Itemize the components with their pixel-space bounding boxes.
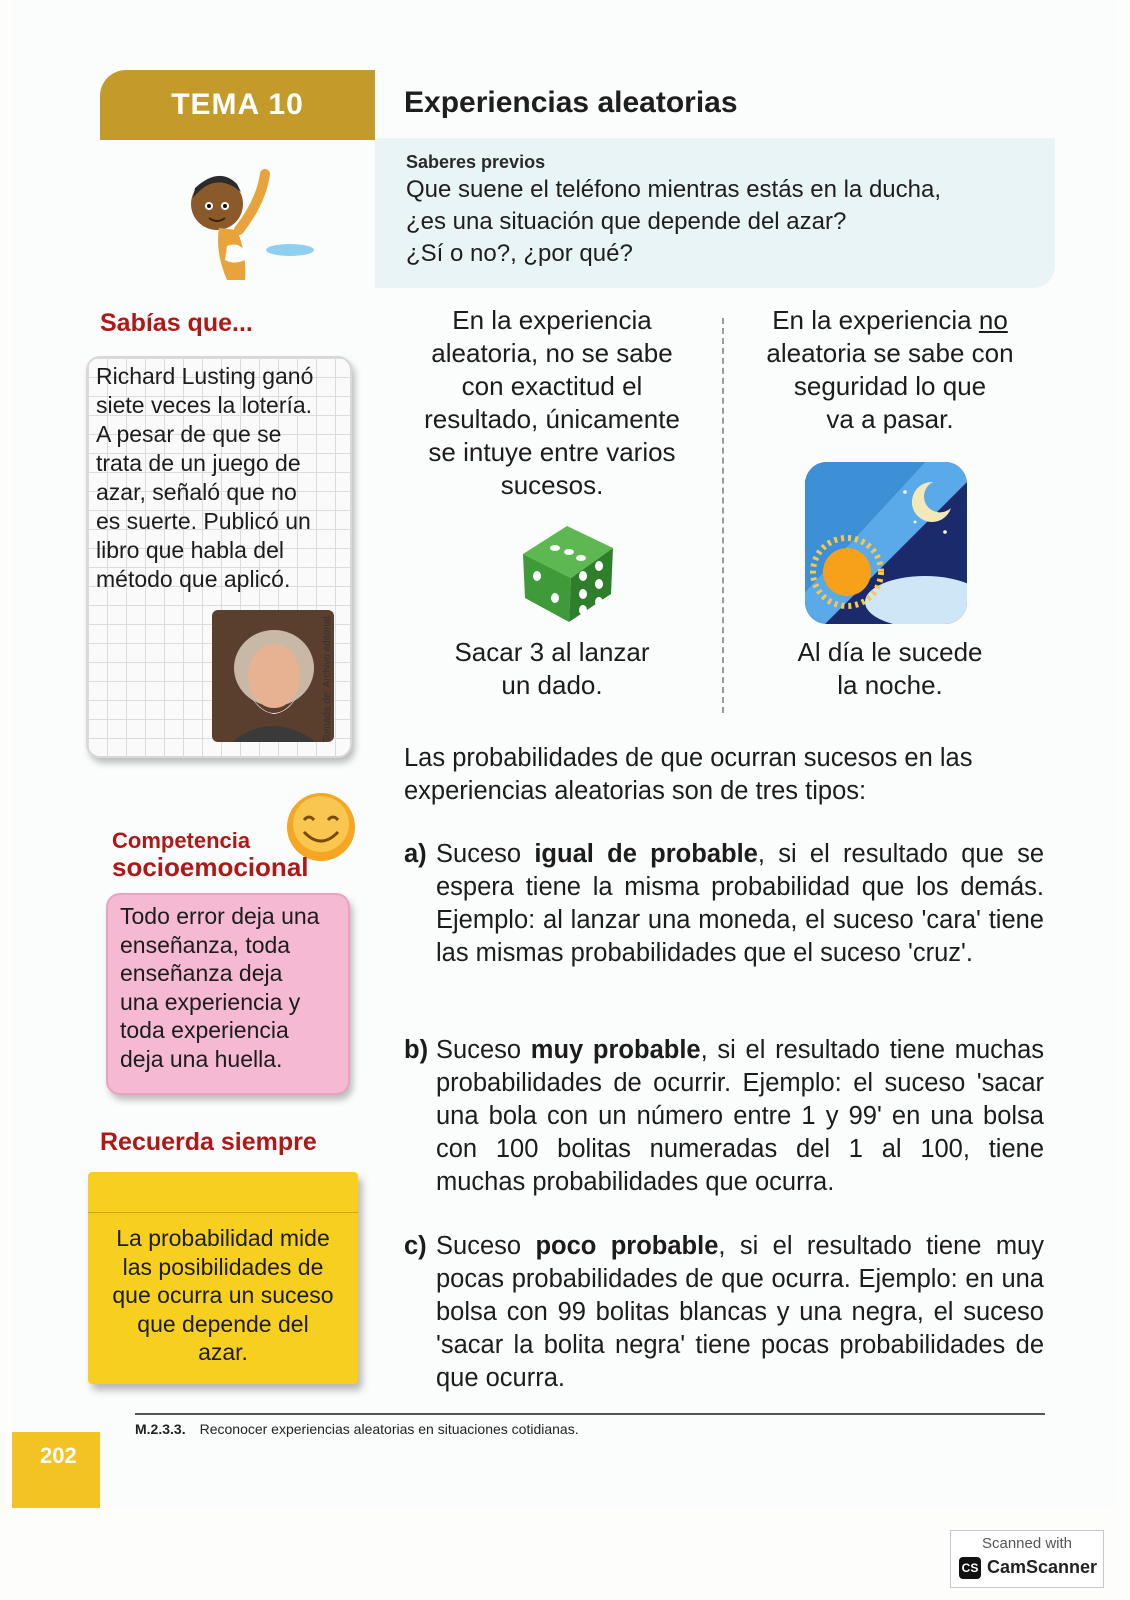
intro-paragraph <box>404 742 1044 808</box>
aleatoria-line: se intuye entre varios <box>428 437 676 467</box>
sabias-line: A pesar de que se <box>96 421 282 447</box>
competencia-line: una experiencia y <box>120 988 301 1015</box>
aleatoria-line: En la experiencia <box>452 305 652 335</box>
sabias-line: método que aplicó. <box>96 566 291 592</box>
recuerda-line: que depende del <box>137 1310 309 1337</box>
item-rest: , si el resultado que se espera tiene la misma probabilidad que los demás. Ejemplo: al lanzar una moneda, el suceso 'cara' tiene las mismas probabilidades que el suceso 'cruz'. <box>436 840 1044 967</box>
item-letter: c) <box>404 1232 427 1260</box>
camscanner-logo-icon: CS <box>959 1557 981 1579</box>
aleatoria-line: sucesos. <box>500 470 604 500</box>
sabias-line: azar, señaló que no <box>96 479 297 505</box>
recuerda-line: las posibilidades de <box>122 1253 324 1280</box>
item-body <box>436 838 1044 970</box>
competencia-line: toda experiencia <box>120 1017 289 1043</box>
dice-caption <box>422 636 682 702</box>
dice-icon <box>515 520 620 625</box>
tema-label: TEMA 10 <box>171 88 304 121</box>
competencia-line: enseñanza deja <box>120 960 283 986</box>
item-body <box>436 1230 1044 1395</box>
saberes-line-3: ¿Sí o no?, ¿por qué? <box>406 240 633 267</box>
note-fold-line <box>88 1212 358 1213</box>
competencia-heading-2: socioemocional <box>112 852 309 882</box>
item-rest: , si el resultado tiene muchas probabilidades de ocurrir. Ejemplo: el suceso 'sacar una bola con un número entre 1 y 99' en una bolsa con 100 bolitas numeradas del 1 al 100, tiene muchas probabilidades que ocurra. <box>436 1036 1045 1196</box>
no-underline: no <box>978 305 1008 335</box>
aleatoria-line: con exactitud el <box>461 371 643 401</box>
sabias-heading: Sabías que... <box>100 309 253 337</box>
intro-line: experiencias aleatorias son de tres tipos: <box>404 777 867 805</box>
photo-credit: Tomada de: Archivo editorial <box>322 616 333 742</box>
column-divider <box>722 318 724 713</box>
scanned-with-text: Scanned with <box>981 1535 1073 1552</box>
item-pre: Suceso <box>436 840 535 868</box>
item-letter: b) <box>404 1036 429 1064</box>
competencia-text <box>120 902 319 1073</box>
boy-illustration <box>175 162 315 290</box>
page-title: Experiencias aleatorias <box>404 86 738 119</box>
competencia-line: enseñanza, toda <box>120 931 291 958</box>
day-night-caption-line: la noche. <box>837 670 943 700</box>
aleatoria-column <box>402 304 702 502</box>
sabias-text <box>96 362 313 594</box>
saberes-line-1: Que suene el teléfono mientras estás en la ducha, <box>406 176 942 203</box>
day-night-icon <box>805 462 967 624</box>
aleatoria-line: resultado, únicamente <box>424 404 680 434</box>
footer-rule <box>135 1413 1045 1415</box>
day-night-caption-line: Al día le sucede <box>797 637 983 667</box>
item-bold: muy probable <box>530 1036 701 1064</box>
sabias-line: trata de un juego de <box>96 450 301 476</box>
sabias-line: Richard Lusting ganó <box>96 363 314 389</box>
sabias-line: libro que habla del <box>96 537 284 563</box>
sabias-line: es suerte. Publicó un <box>96 508 311 534</box>
no-aleatoria-column <box>740 304 1040 436</box>
tema-badge <box>100 70 375 140</box>
competencia-line: deja una huella. <box>120 1045 283 1072</box>
no-aleatoria-line: seguridad lo que <box>793 371 987 401</box>
item-pre: Suceso <box>436 1036 531 1064</box>
dice-caption-line: un dado. <box>501 670 603 700</box>
no-aleatoria-line: va a pasar. <box>826 404 954 434</box>
item-rest: , si el resultado tiene muy pocas probabilidades de que ocurra. Ejemplo: en una bolsa con 99 bolitas blancas y una negra, el suceso 'sacar la bolita negra' tiene pocas probabilidades de que ocurra. <box>436 1232 1044 1392</box>
footer-skill <box>135 1421 579 1437</box>
no-aleatoria-pre: En la experiencia <box>772 305 979 335</box>
recuerda-line: La probabilidad mide <box>116 1225 330 1251</box>
item-body <box>436 1034 1044 1199</box>
page-number: 202 <box>40 1443 77 1468</box>
item-a <box>404 838 1044 970</box>
aleatoria-line: aleatoria, no se sabe <box>431 338 673 368</box>
camscanner-watermark <box>950 1530 1104 1588</box>
competencia-heading-1: Competencia <box>112 828 251 853</box>
item-b <box>404 1034 1044 1199</box>
no-aleatoria-line: aleatoria se sabe con <box>766 338 1014 368</box>
dice-caption-line: Sacar 3 al lanzar <box>454 637 650 667</box>
item-letter: a) <box>404 840 427 868</box>
recuerda-line: azar. <box>198 1339 248 1365</box>
saberes-line-2: ¿es una situación que depende del azar? <box>406 208 847 235</box>
footer-code: M.2.3.3. <box>135 1421 186 1437</box>
footer-text: Reconocer experiencias aleatorias en situaciones cotidianas. <box>199 1421 579 1437</box>
no-aleatoria-line-1 <box>740 304 1040 337</box>
day-night-caption <box>760 636 1020 702</box>
intro-line: Las probabilidades de que ocurran sucesos en las <box>404 744 973 772</box>
competencia-line: Todo error deja una <box>120 903 320 929</box>
recuerda-text <box>92 1224 354 1367</box>
camscanner-brand: CamScanner <box>987 1557 1098 1577</box>
saberes-previos-label: Saberes previos <box>406 152 546 172</box>
sabias-line: siete veces la lotería. <box>96 392 313 418</box>
item-pre: Suceso <box>436 1232 536 1260</box>
item-c <box>404 1230 1044 1395</box>
item-bold: igual de probable <box>534 840 758 868</box>
item-bold: poco probable <box>535 1232 719 1260</box>
author-photo <box>212 610 334 742</box>
recuerda-line: que ocurra un suceso <box>112 1282 334 1308</box>
recuerda-heading: Recuerda siempre <box>100 1128 317 1156</box>
